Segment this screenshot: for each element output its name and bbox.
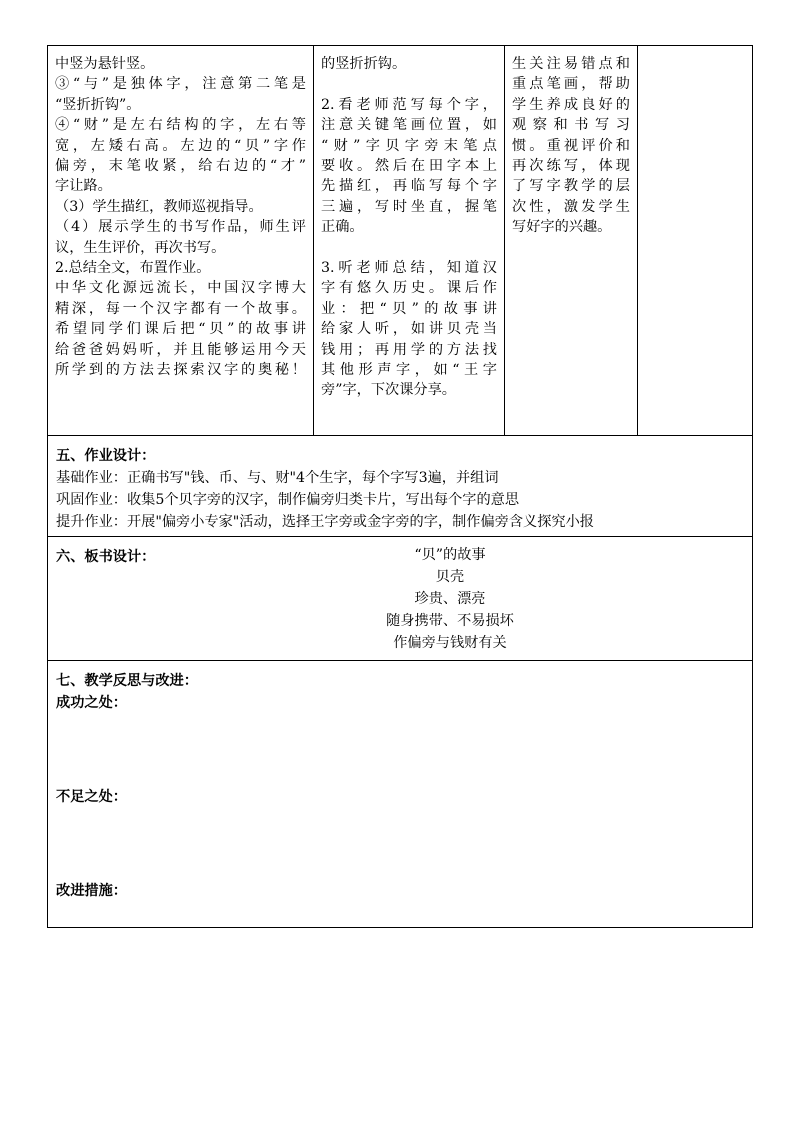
text-line: ③“与”是独体字，注意第二笔是 <box>55 76 306 93</box>
text-line: 业：把“贝”的故事讲 <box>321 300 497 317</box>
text-line: 2.总结全文，布置作业。 <box>55 260 211 277</box>
text-line: “竖折折钩”。 <box>55 96 141 113</box>
text-line: 重点笔画，帮助 <box>512 76 630 93</box>
text-line: ④“财”是左右结构的字，左右等 <box>55 117 306 134</box>
homework-extend: 提升作业：开展"偏旁小专家"活动，选择王字旁或金字旁的字，制作偏旁含义探究小报 <box>56 514 594 530</box>
blackboard-section <box>48 537 752 661</box>
paragraph-gap <box>321 74 497 94</box>
text-line: 观察和书写习 <box>512 117 630 134</box>
text-line: 正确。 <box>321 219 364 236</box>
text-line: 议，生生评价，再次书写。 <box>55 239 226 256</box>
text-line: 先描红，再临写每个字 <box>321 178 497 195</box>
text-line: 学生养成良好的 <box>512 96 630 113</box>
blackboard-content <box>248 544 652 654</box>
text-line: 希望同学们课后把“贝”的故事讲 <box>55 321 306 338</box>
text-line: 偏旁，末笔收紧，给右边的“才” <box>55 158 306 175</box>
text-line: 三遍，写时坐直，握笔 <box>321 198 497 215</box>
blackboard-heading: 六、板书设计： <box>56 549 156 565</box>
text-line: 2.看老师范写每个字， <box>321 96 497 113</box>
text-line: 给爸爸妈妈听，并且能够运用今天 <box>55 341 306 358</box>
success-label: 成功之处： <box>56 695 127 711</box>
paragraph-gap <box>321 238 497 258</box>
teacher-activity-cell <box>48 46 314 435</box>
homework-basic: 基础作业：正确书写"钱、币、与、财"4个生字，每个字写3遍，并组词 <box>56 470 499 486</box>
text-line: 精深，每一个汉字都有一个故事。 <box>55 300 306 317</box>
shortfall-label: 不足之处： <box>56 789 127 805</box>
homework-consolidate: 巩固作业：收集5个贝字旁的汉字，制作偏旁归类卡片，写出每个字的意思 <box>56 492 520 508</box>
text-line: 的竖折折钩。 <box>321 56 407 72</box>
text-line: 写好字的兴趣。 <box>512 219 612 236</box>
text-line: （4）展示学生的书写作品，师生评 <box>55 219 306 236</box>
text-line: 再次练写，体现 <box>512 158 630 175</box>
blackboard-line: 珍贵、漂亮 <box>414 591 486 607</box>
text-line: 中华文化源远流长，中国汉字博大 <box>55 280 306 297</box>
improvement-label: 改进措施： <box>56 883 127 899</box>
blackboard-line: 贝壳 <box>435 569 465 585</box>
text-line: （3）学生描红，教师巡视指导。 <box>55 198 263 215</box>
text-line: 注意关键笔画位置，如 <box>321 117 497 134</box>
text-line: 了写字教学的层 <box>512 178 630 195</box>
text-line: 字让路。 <box>55 178 112 195</box>
text-line: 所学到的方法去探索汉字的奥秘！ <box>55 362 306 379</box>
text-line: 惯。重视评价和 <box>512 137 630 154</box>
design-intent-cell <box>505 46 638 435</box>
student-activity-cell <box>314 46 505 435</box>
blackboard-line: “贝”的故事 <box>414 547 486 563</box>
text-line: 要收。然后在田字本上 <box>321 158 497 175</box>
homework-heading: 五、作业设计： <box>56 448 156 464</box>
text-line: “财”字贝字旁末笔点 <box>321 137 497 154</box>
text-line: 宽，左矮右高。左边的“贝”字作 <box>55 137 306 154</box>
text-line: 中竖为悬针竖。 <box>55 56 155 72</box>
blackboard-line: 随身携带、不易损坏 <box>386 613 514 629</box>
process-row <box>48 46 752 436</box>
text-line: 给家人听，如讲贝壳当 <box>321 321 497 338</box>
text-line: 生关注易错点和 <box>512 56 630 72</box>
text-line: 钱用；再用学的方法找 <box>321 341 497 358</box>
reflection-heading: 七、教学反思与改进： <box>56 673 198 689</box>
text-line: 旁”字，下次课分享。 <box>321 382 456 399</box>
text-line: 次性，激发学生 <box>512 198 630 215</box>
text-line: 其他形声字，如“王字 <box>321 362 497 379</box>
notes-cell <box>638 46 752 435</box>
reflection-section <box>48 661 752 927</box>
homework-section <box>48 436 752 537</box>
blackboard-line: 作偏旁与钱财有关 <box>393 635 507 651</box>
text-line: 3.听老师总结，知道汉 <box>321 260 497 277</box>
lesson-plan-table <box>47 45 753 928</box>
text-line: 字有悠久历史。课后作 <box>321 280 497 297</box>
